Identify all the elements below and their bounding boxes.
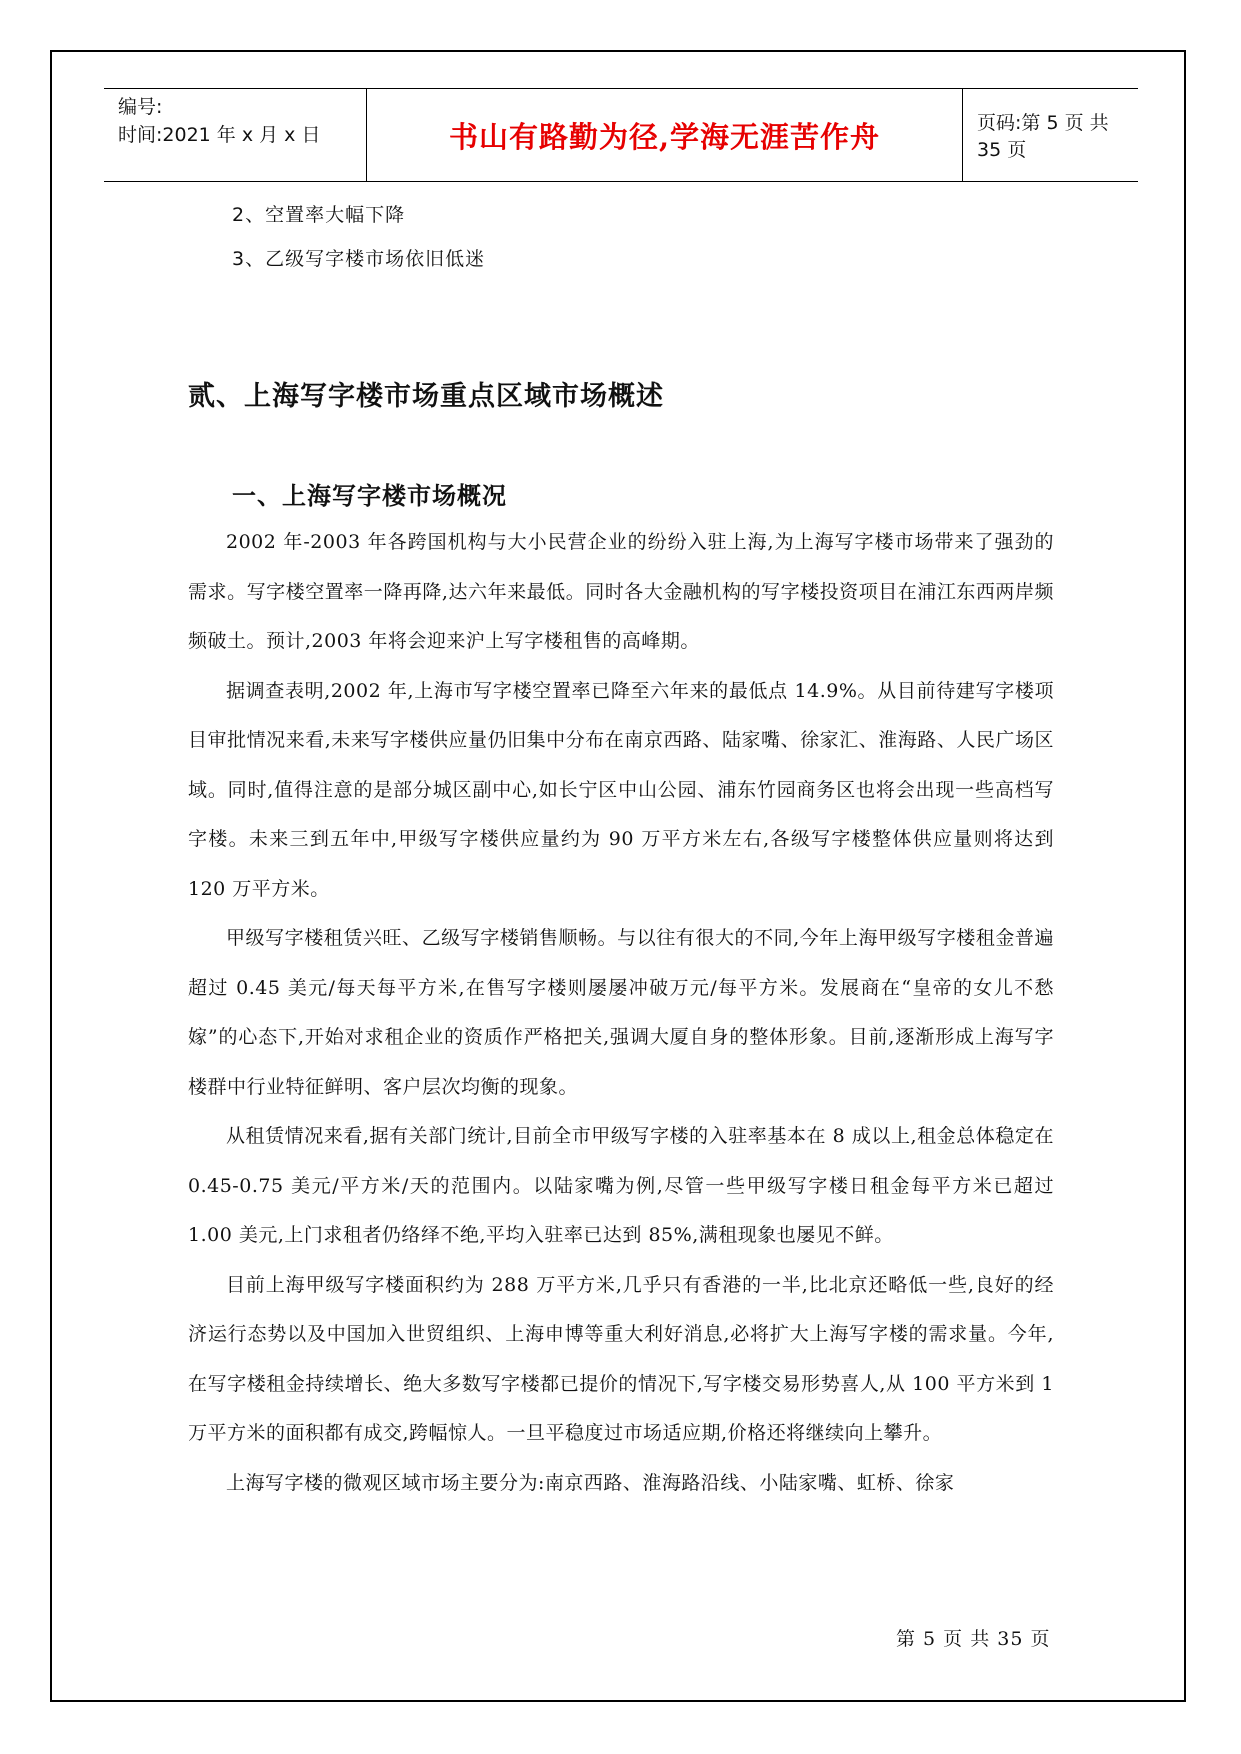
subsection-title: 一、上海写字楼市场概况 — [232, 482, 507, 510]
page-header — [104, 88, 1138, 182]
body-text — [188, 518, 1054, 1508]
list-item: 2、空置率大幅下降 — [232, 204, 406, 226]
header-motto: 书山有路勤为径,学海无涯苦作舟 — [367, 89, 963, 181]
header-info — [104, 89, 367, 181]
paragraph: 据调查表明,2002 年,上海市写字楼空置率已降至六年来的最低点 14.9%。从目前待建写字楼项目审批情况来看,未来写字楼供应量仍旧集中分布在南京西路、陆家嘴、徐家汇、淮海路、人民广场区域。同时,值得注意的是部分城区副中心,如长宁区中山公园、浦东竹园商务区也将会出现一些高档写字楼。未来三到五年中,甲级写字楼供应量约为 90 万平方米左右,各级写字楼整体供应量则将达到 120 万平方米。 — [188, 679, 1054, 900]
header-page-number: 页码:第 5 页 共 35 页 — [977, 112, 1109, 161]
document-number-label: 编号: — [118, 96, 163, 118]
paragraph: 从租赁情况来看,据有关部门统计,目前全市甲级写字楼的入驻率基本在 8 成以上,租金总体稳定在 0.45-0.75 美元/平方米/天的范围内。以陆家嘴为例,尽管一些甲级写字楼日租金每平方米已超过 1.00 美元,上门求租者仍络绎不绝,平均入驻率已达到 85%,满租现象也屡见不鲜。 — [188, 1125, 1054, 1246]
document-time-label: 时间:2021 年 x 月 x 日 — [118, 124, 321, 146]
paragraph: 甲级写字楼租赁兴旺、乙级写字楼销售顺畅。与以往有很大的不同,今年上海甲级写字楼租金普遍超过 0.45 美元/每天每平方米,在售写字楼则屡屡冲破万元/每平方米。发展商在“皇帝的女儿不愁嫁”的心态下,开始对求租企业的资质作严格把关,强调大厦自身的整体形象。目前,逐渐形成上海写字楼群中行业特征鲜明、客户层次均衡的现象。 — [188, 927, 1054, 1098]
paragraph: 目前上海甲级写字楼面积约为 288 万平方米,几乎只有香港的一半,比北京还略低一些,良好的经济运行态势以及中国加入世贸组织、上海申博等重大利好消息,必将扩大上海写字楼的需求量。今年,在写字楼租金持续增长、绝大多数写字楼都已提价的情况下,写字楼交易形势喜人,从 100 平方米到 1 万平方米的面积都有成交,跨幅惊人。一旦平稳度过市场适应期,价格还将继续向上攀升。 — [188, 1273, 1054, 1444]
page-footer: 第 5 页 共 35 页 — [896, 1628, 1051, 1650]
list-item: 3、乙级写字楼市场依旧低迷 — [232, 248, 486, 270]
paragraph: 2002 年-2003 年各跨国机构与大小民营企业的纷纷入驻上海,为上海写字楼市场带来了强劲的需求。写字楼空置率一降再降,达六年来最低。同时各大金融机构的写字楼投资项目在浦江东西两岸频频破土。预计,2003 年将会迎来沪上写字楼租售的高峰期。 — [188, 531, 1054, 652]
paragraph: 上海写字楼的微观区域市场主要分为:南京西路、淮海路沿线、小陆家嘴、虹桥、徐家 — [226, 1471, 955, 1494]
section-title: 贰、上海写字楼市场重点区域市场概述 — [188, 381, 664, 412]
